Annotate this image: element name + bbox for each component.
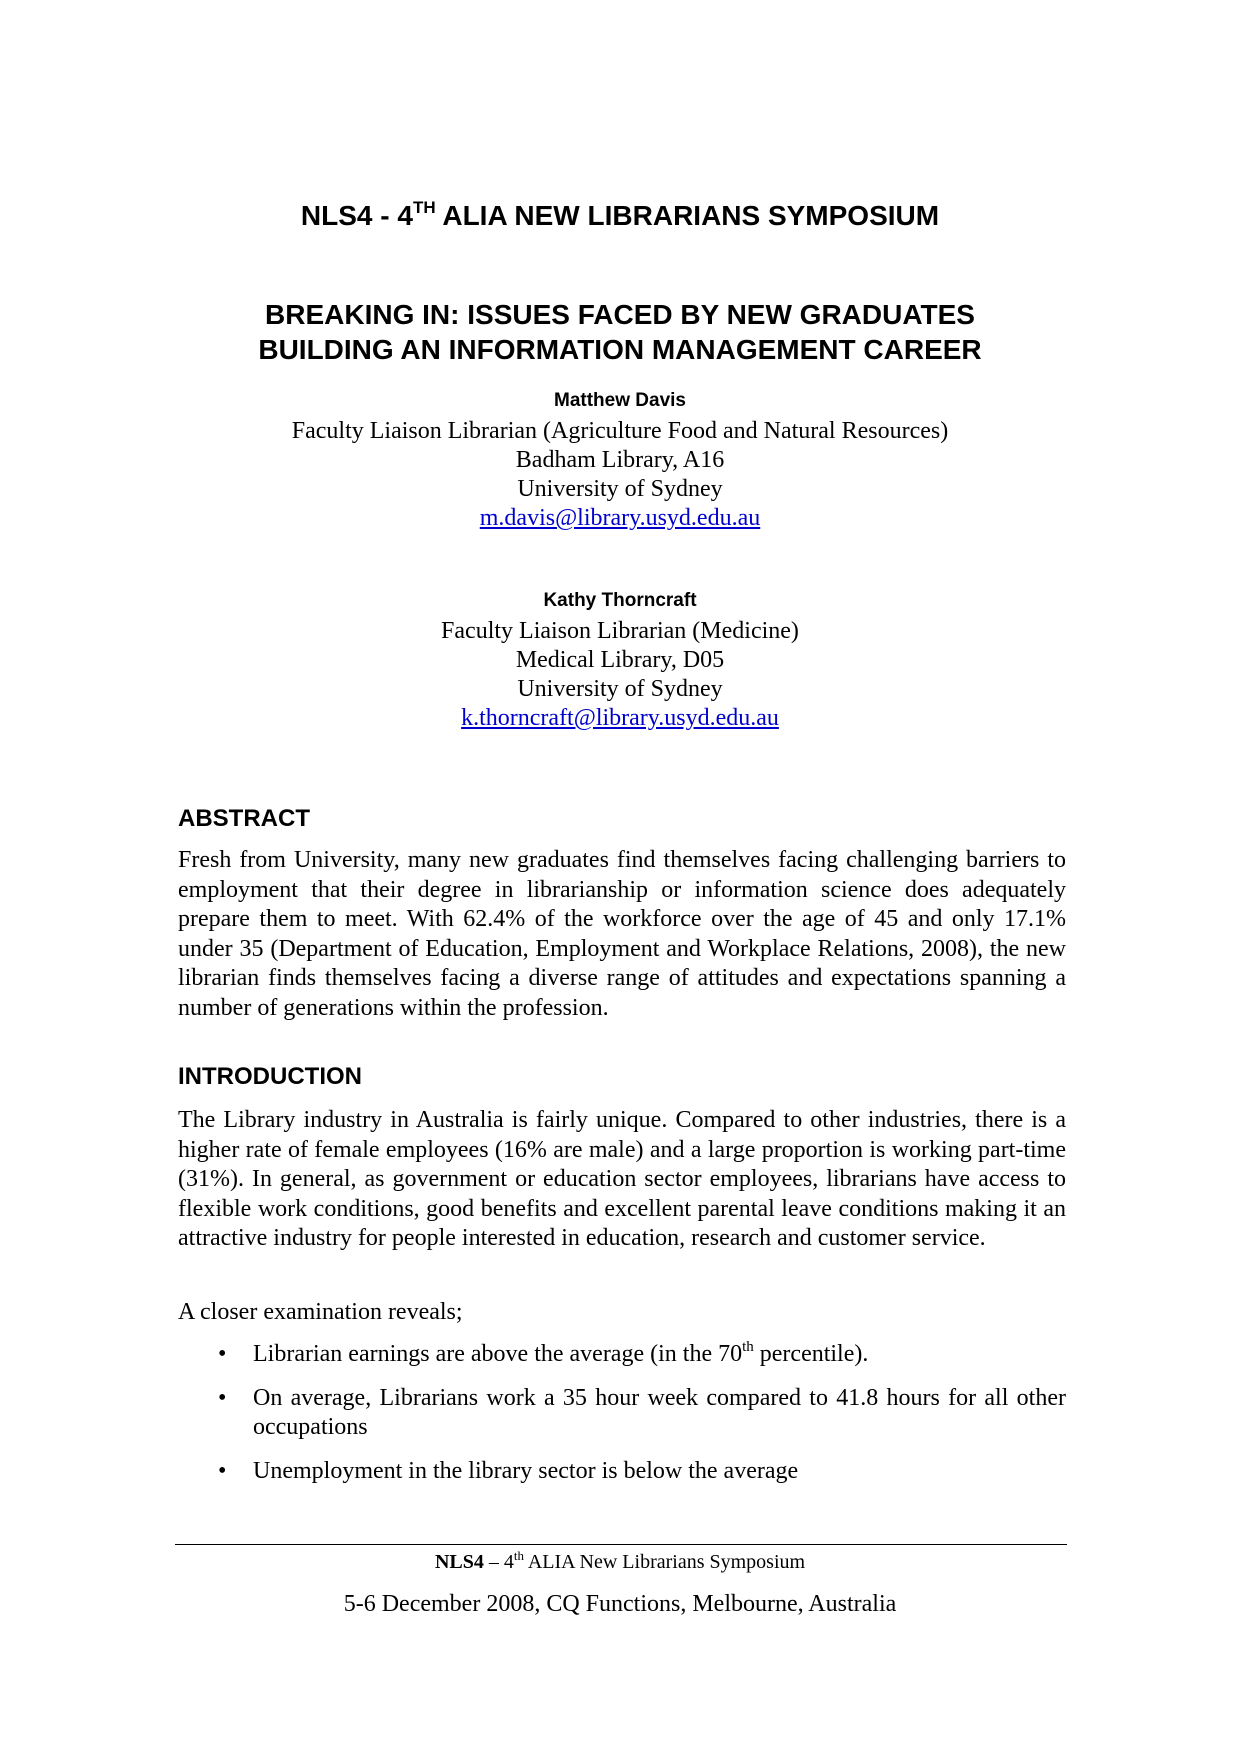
paper-title [0,297,1240,367]
footer-date-venue: 5-6 December 2008, CQ Functions, Melbourne, Australia [343,1591,897,1617]
author-position: Faculty Liaison Librarian (Medicine) [441,618,799,644]
author-name: Matthew Davis [554,390,686,411]
header-prefix: NLS4 - 4 [300,200,413,231]
introduction-text: The Library industry in Australia is fairly unique. Compared to other industries, there is a higher rate of female employees (16% are male) and a large proportion is working part-time (31%). In general, as government or education sector employees, librarians have access to flexible work conditions, good benefits and excellent parental leave conditions making it an attractive industry for people interested in education, research and customer service. [178,1107,1066,1251]
title-line-2: BUILDING AN INFORMATION MANAGEMENT CAREER [258,334,982,365]
footer-divider [175,1544,1067,1545]
abstract-text: Fresh from University, many new graduates find themselves facing challenging barriers to employment that their degree in librarianship or information science does adequately prepare them to meet. With 62.4% of the workforce over the age of 45 and only 17.1% under 35 (Department of Education, Employment and Workplace Relations, 2008), the new librarian finds themselves facing a diverse range of attitudes and expectations spanning a number of generations within the profession. [178,847,1066,1021]
author-position: Faculty Liaison Librarian (Agriculture Food and Natural Resources) [291,418,949,444]
findings-list [178,1340,1066,1500]
author-university: University of Sydney [517,676,723,702]
author-name: Kathy Thorncraft [543,590,697,611]
bullet-icon: • [218,1384,227,1411]
author-library: Medical Library, D05 [515,647,725,673]
author-university: University of Sydney [517,476,723,502]
author-library: Badham Library, A16 [515,447,725,473]
bullet-icon: • [218,1457,227,1484]
author-email-link[interactable]: k.thorncraft@library.usyd.edu.au [461,705,779,731]
list-item: • Librarian earnings are above the average (in the 70th percentile). [178,1340,1066,1370]
title-line-1: BREAKING IN: ISSUES FACED BY NEW GRADUATES [265,299,975,330]
introduction-heading: INTRODUCTION [178,1063,362,1090]
author-block-2 [0,589,1240,733]
header-suffix: ALIA NEW LIBRARIANS SYMPOSIUM [435,200,940,231]
abstract-heading: ABSTRACT [178,805,310,832]
symposium-header [0,200,1240,232]
bullet-icon: • [218,1341,227,1367]
list-item: • On average, Librarians work a 35 hour week compared to 41.8 hours for all other occupations [218,1384,1066,1440]
header-sup: TH [412,198,436,217]
author-email-link[interactable]: m.davis@library.usyd.edu.au [479,505,761,531]
author-block-1 [0,389,1240,533]
footer-symposium: NLS4 – 4th ALIA New Librarians Symposium [434,1548,806,1573]
introduction-lead: A closer examination reveals; [178,1299,463,1325]
list-item: • Unemployment in the library sector is below the average [178,1457,1066,1487]
